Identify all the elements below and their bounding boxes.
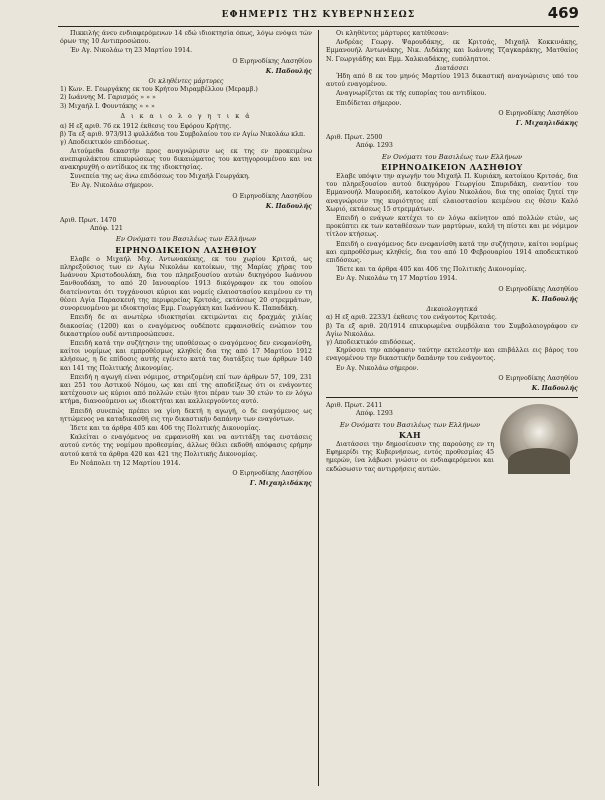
list-item: γ) Αποδεικτικόν επιδόσεως. bbox=[326, 338, 416, 346]
date-line: Έν Αγ. Νικολάω τη 23 Μαρτίου 1914. bbox=[70, 47, 193, 55]
decision-header bbox=[326, 134, 578, 150]
body-paragraph: Επειδή κατά την συζήτησιν της υποθέσεως ο εναγόμενος δεν ενεφανίσθη, καίτοι νομίμως και εμπροθέσμως κληθείς δια της από 17 Μαρτίου 1912 κλήσεως, η δε επίδοσις αυτής εγένετο κατά τας διατάξεις των άρθρων 140 και 141 της Πολιτικής Δικονομίας. bbox=[60, 339, 312, 372]
body-paragraph: Ίδετε και τα άρθρα 405 και 406 της Πολιτικής Δικονομίας. bbox=[336, 266, 527, 274]
protocol-number: Αριθ. Πρωτ. 1470 bbox=[60, 217, 117, 225]
body-paragraph: Ελαβε ο Μιχαήλ Μιχ. Αντωνακάκης, εκ του χωρίου Κριτσά, ως πληρεξούσιος των εν Αγίω Νικολάω κατοίκων, της Μαρίας χήρας του Ιωάννου Χριστοδουλάκη, δια του πληρεξουσίου αυτών δικηγόρου Ιωάννου Ξανθουδάκη, το από 20 Ιανουαρίου 1913 δικόγραφον εκ του οποίου διατείνονται ότι τυγχάνουσι κύριοι και νομείς ελαιοστασίου κειμένου εν τη θέσει Αγία Παρασκευή της περιφερείας Κριτσάς, εκτάσεως 20 στρεμμάτων, συνορευομένου με ιδιοκτησίας Εμμ. Γεωργάκη και Ιωάννου Κ. Παπαδάκη. bbox=[60, 255, 312, 313]
list-item: 1) Κων. Ε. Γεωργάκης εκ του Κρήτου Μιραμβέλλου (Μεραμβ.) bbox=[60, 86, 258, 94]
royal-invocation: Εν Ονόματι του Βασιλέως των Ελλήνων bbox=[381, 152, 523, 161]
list-item: 3) Μιχαήλ Ι. Φουντάκης » » » bbox=[60, 102, 155, 110]
decision-number: Απόφ. 1293 bbox=[356, 142, 393, 150]
body-paragraph: Κηρύσσει την απόφασιν ταύτην εκτελεστήν και επιβάλλει εις βάρος του εναγομένου την δικαστικήν δαπάνην του ενάγοντος. bbox=[326, 347, 578, 363]
page-header bbox=[58, 6, 579, 27]
court-title: ΚΑΗ bbox=[398, 429, 422, 440]
witness-list bbox=[60, 86, 312, 111]
portrait-shoulders bbox=[508, 448, 570, 474]
section-title: Δ ι κ α ι ο λ ο γ η τ ι κ ά bbox=[120, 112, 252, 120]
signature-name: Γ. Μιχαηλιδάκης bbox=[249, 480, 312, 488]
date-line: Έν Αγ. Νικολάω σήμερον. bbox=[70, 182, 154, 190]
list-item: γ) Αποδεικτικόν επιδόσεως. bbox=[60, 139, 150, 147]
page-number: 469 bbox=[547, 4, 579, 22]
body-paragraph: Επειδή δε αι ανωτέρω ιδιοκτησίαι εκτιμώνται εις δραχμάς χιλίας διακοσίας (1200) και ο εναγόμενος ουδέποτε εμφανισθείς ενώπιον του δικαστηρίου ουδέ αντιπροσώπευσε. bbox=[60, 314, 312, 338]
gazette-title: ΕΦΗΜΕΡΙΣ ΤΗΣ ΚΥΒΕΡΝΗΣΕΩΣ bbox=[221, 10, 416, 20]
body-paragraph: Καλείται ο εναγόμενος να εμφανισθή και να αντιτάξη τας ενστάσεις αυτού εντός της νομίμου προθεσμίας, άλλως θέλει εκδοθή απόφασις ερήμην αυτού κατά τα άρθρα 420 και 421 της Πολιτικής Δικονομίας. bbox=[60, 434, 312, 458]
signature-title: Ο Ειρηνοδίκης Λασηθίου bbox=[232, 192, 312, 200]
body-paragraph: Επειδή ο ενάγων κατέχει το εν λόγω ακίνητον από πολλών ετών, ως προκύπτει εκ των καταθέσεων των μαρτύρων, καλή τη πίστει και με νόμιμον τίτλον κτήσεως. bbox=[326, 215, 578, 239]
signature-title: Ο Ειρηνοδίκης Λασηθίου bbox=[498, 109, 578, 117]
body-paragraph: Επιδίδεται σήμερον. bbox=[336, 99, 402, 107]
column-divider bbox=[318, 30, 319, 786]
documents-list bbox=[326, 314, 578, 347]
signature-name: Κ. Παδουλής bbox=[531, 295, 578, 303]
date-line: Εν Νεάπολει τη 12 Μαρτίου 1914. bbox=[70, 459, 181, 467]
body-paragraph: Διατάσσει την δημοσίευσιν της παρούσης εν τη Εφημερίδι της Κυβερνήσεως, εντός προθεσμίας 45 ημερών, ίνα λάβωσι γνώσιν οι ενδιαφερόμενοι και εκδώσωσιν τας αντιρρήσεις αυτών. bbox=[326, 440, 494, 473]
section-title: Διατάσσει bbox=[435, 64, 469, 72]
body-paragraph: Αναγνωρίζεται εκ τής ευπορίας του αντιδίκου. bbox=[336, 90, 487, 98]
section-title: Δικαιολογητικά bbox=[426, 306, 478, 314]
decision-number: Απόφ. 121 bbox=[90, 225, 123, 233]
list-item: β) Τα εξ αριθ. 973/913 φυλλάδια του Συμβολαίου του εν Αγίω Νικολάω κλπ. bbox=[60, 131, 306, 139]
body-paragraph: Ήδη από 8 εκ του μηνός Μαρτίου 1913 δικαστική αναγνώρισις υπό του αυτού εναγομένου. bbox=[326, 73, 578, 89]
court-title: ΕΙΡΗΝΟΔΙΚΕΙΟΝ ΛΑΣΗΘΙΟΥ bbox=[381, 161, 523, 172]
right-column bbox=[326, 30, 578, 794]
body-paragraph: Ίδετε και τα άρθρα 405 και 406 της Πολιτικής Δικονομίας. bbox=[70, 424, 261, 432]
protocol-number: Αριθ. Πρωτ. 2411 bbox=[326, 402, 383, 410]
list-item: α) Η εξ αριθ. 76 εκ 1912 έκθεσις του Εφόρου Κρήτης. bbox=[60, 123, 232, 131]
decision-number: Απόφ. 1293 bbox=[356, 410, 393, 418]
decision-header bbox=[60, 217, 312, 233]
protocol-number: Αριθ. Πρωτ. 2500 bbox=[326, 134, 383, 142]
intro-paragraph: Πικκιλής άνευ ενδιαφερόμενων 14 εδώ ιδιοκτησία όπως, λόγω ενόψει τών όρων της 10 Αντιπροσώπου. bbox=[60, 30, 312, 46]
divider bbox=[326, 397, 578, 398]
signature-name: Κ. Παδουλής bbox=[265, 202, 312, 210]
body-paragraph: Οι κληθέντες μάρτυρες κατέθεσαν: bbox=[336, 30, 449, 37]
documents-list bbox=[60, 123, 312, 148]
body-paragraph: Ελαβε υπόψιν την αγωγήν του Μιχαήλ Π. Κυριάκη, κατοίκου Κριτσάς, δια του πληρεξουσίου αυτού δικηγόρου Γεωργίου Σπυριδάκη, εναντίον του Εμμανουήλ Μαυροειδή, κατοίκου Αγίου Νικολάου, δια της οποίας ζητεί την αναγνώρισιν της κυριότητος επί ελαιοστασίου κειμένου εις θέσιν Καλό Χωριό, εκτάσεως 15 στρεμμάτων. bbox=[326, 173, 578, 213]
body-paragraph: Επειδή συνεπώς πρέπει να γίνη δεκτή η αγωγή, ο δε εναγόμενος ως ηττώμενος να καταδικασθή εις την δικαστικήν δαπάνην των εναγόντων. bbox=[60, 407, 312, 423]
date-line: Εν Αγ. Νικολάω σήμερον. bbox=[336, 364, 419, 372]
list-item: 2) Ιωάννης Μ. Γαρισμός » » » bbox=[60, 94, 156, 102]
left-column bbox=[60, 30, 312, 794]
signature-name: Γ. Μιχαηλιδάκης bbox=[515, 120, 578, 128]
section-title: Οι κληθέντες μάρτυρες bbox=[148, 78, 224, 86]
note-paragraph: Συνεπεία της ως άνω επιδόσεως του Μιχαήλ Γεωργάκη. bbox=[70, 173, 250, 181]
royal-invocation: Εν Ονόματι του Βασιλέως των Ελλήνων bbox=[339, 420, 481, 429]
signature-title: Ο Ειρηνοδίκης Λασηθίου bbox=[498, 374, 578, 382]
signature-title: Ο Ειρηνοδίκης Λασηθίου bbox=[232, 469, 312, 477]
body-paragraph: Ανδρέας Γεωργ. Ψαρουδάκης, εκ Κριτσάς, Μιχαήλ Κοκκινάκης, Εμμανουήλ Αντωνάκης, Νικ. Λιδάκης και Ιωάννης Τζαγκαράκης, Ματθαίος Ν. Γεωργιάδης και Εμμ. Χαλκιαδάκης, ευπόληπτοι. bbox=[326, 39, 578, 63]
signature-title: Ο Ειρηνοδίκης Λασηθίου bbox=[232, 57, 312, 65]
note-paragraph: Αιτούμεθα δικαστήν προς αναγνώρισιν ως εκ της εν προκειμένω ανεπιφυλάκτου επικυρώσεως του δικαιώματος του κατηγορουμένου και να ανακηρυχθή ο αντίδικος εκ της ιδιοκτησίας. bbox=[60, 147, 312, 172]
court-title: ΕΙΡΗΝΟΔΙΚΕΙΟΝ ΛΑΣΗΘΙΟΥ bbox=[115, 244, 257, 255]
body-paragraph: Επειδή ο εναγόμενος δεν ενεφανίσθη κατά την συζήτησιν, καίτοι νομίμως και εμπροθέσμως κληθείς, δια του από 10 Φεβρουαρίου 1914 αποδεικτικού επιδόσεως. bbox=[326, 240, 578, 265]
signature-name: Κ. Παδουλής bbox=[265, 67, 312, 75]
royal-invocation: Εν Ονόματι του Βασιλέως των Ελλήνων bbox=[115, 235, 257, 244]
list-item: α) Η εξ αριθ. 2233/1 έκθεσις του ενάγοντος Κριτσάς. bbox=[326, 314, 497, 322]
body-paragraph: Επειδή η αγωγή είναι νόμιμος, στηριζομένη επί των άρθρων 57, 109, 231 και 251 του Αστικού Νόμου, ως και επί της αποδείξεως ότι οι ενάγοντες κατέχουσιν ως κύριοι από πολλών ετών ήτοι πέραν των 30 ετών το εν λόγω κτήμα, διανοούμενοι ως ιδιοκτήται και καλλιεργούντες αυτό. bbox=[60, 373, 312, 406]
signature-name: Κ. Παδουλής bbox=[531, 384, 578, 392]
signature-title: Ο Ειρηνοδίκης Λασηθίου bbox=[498, 285, 578, 293]
date-line: Εν Αγ. Νικολάω τη 17 Μαρτίου 1914. bbox=[336, 275, 458, 283]
portrait-stamp-image bbox=[500, 404, 578, 474]
list-item: β) Τα εξ αριθ. 20/1914 επικυρωμένα συμβόλαια του Συμβολαιογράφου εν Αγίω Νικολάω. bbox=[326, 322, 578, 338]
